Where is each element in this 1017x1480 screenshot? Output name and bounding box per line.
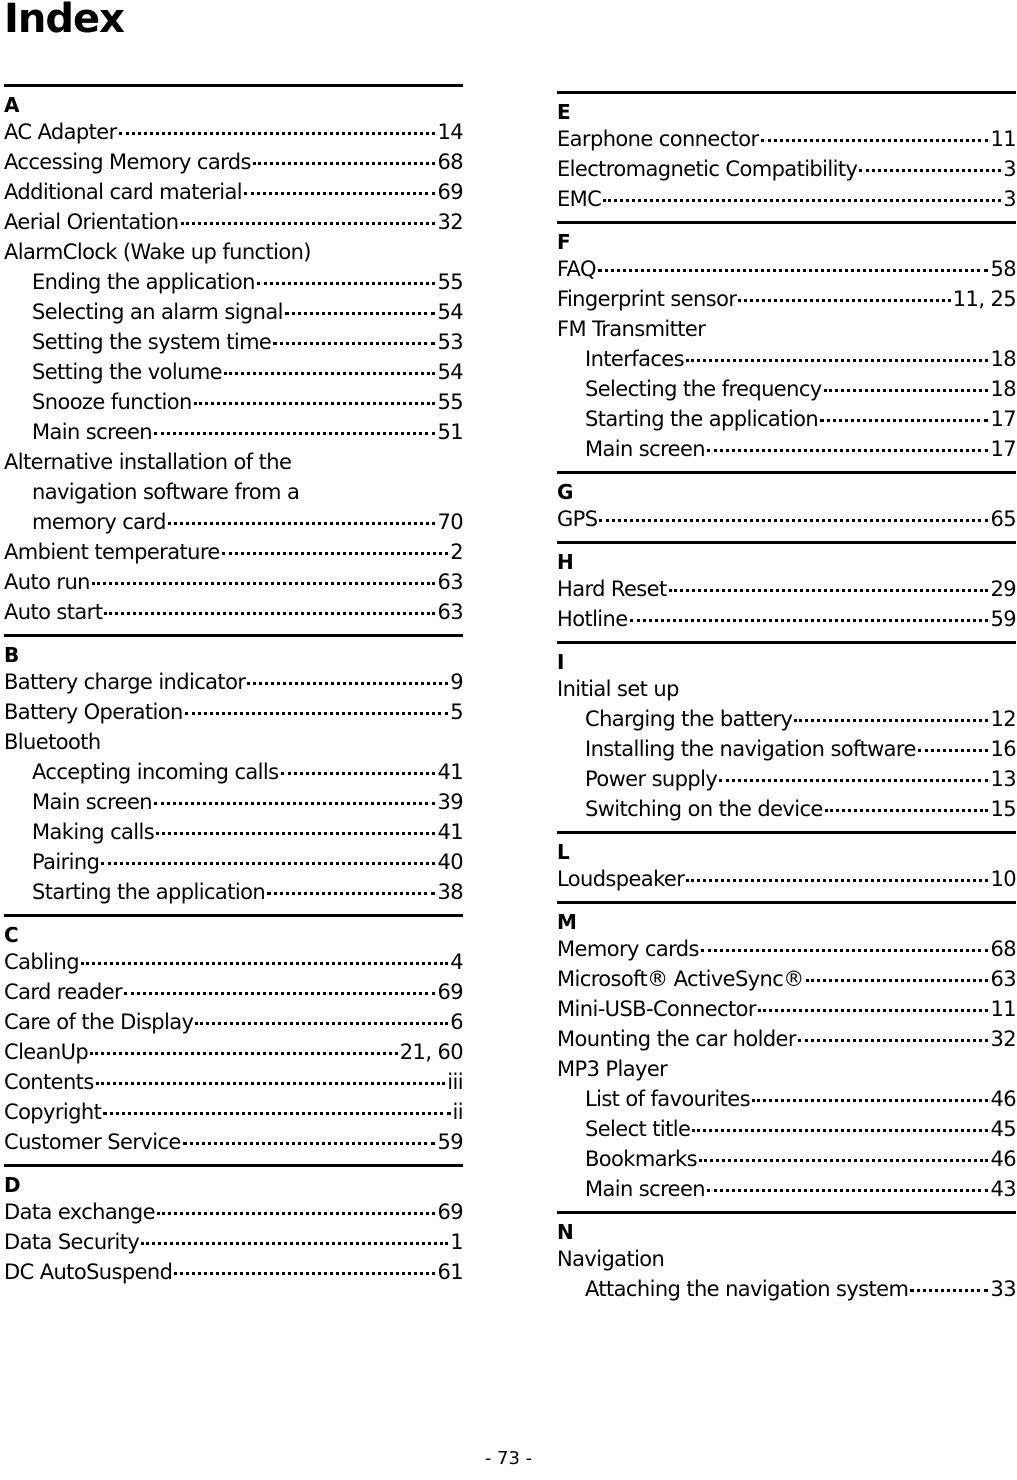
entry-term: Pairing — [32, 850, 100, 874]
entry-page: 63 — [437, 570, 463, 594]
index-entry — [4, 567, 463, 597]
entry-term: Contents — [4, 1070, 94, 1094]
entry-term: Installing the navigation software — [585, 737, 916, 761]
entry-page: 13 — [990, 767, 1016, 791]
entry-term: GPS — [557, 507, 598, 531]
entry-page: 51 — [437, 420, 463, 444]
dot-leader — [195, 1022, 448, 1025]
entry-term: AlarmClock (Wake up function) — [4, 240, 311, 264]
dot-leader — [273, 342, 435, 345]
entry-page: 55 — [437, 390, 463, 414]
index-subentry — [4, 327, 463, 357]
dot-leader — [707, 1189, 988, 1192]
dot-leader — [630, 619, 989, 622]
dot-leader — [686, 879, 988, 882]
entry-term: memory card — [32, 510, 166, 534]
entry-term: Starting the application — [32, 880, 266, 904]
index-entry — [557, 254, 1016, 284]
dot-leader — [285, 312, 436, 315]
entry-page: 29 — [990, 577, 1016, 601]
entry-page: 68 — [990, 937, 1016, 961]
entry-page: 38 — [437, 880, 463, 904]
entry-term: Initial set up — [557, 677, 679, 701]
entry-page: 12 — [990, 707, 1016, 731]
entry-term: MP3 Player — [557, 1057, 668, 1081]
section-letter: F — [557, 230, 571, 254]
dot-leader — [174, 1272, 435, 1275]
entry-page: 70 — [437, 510, 463, 534]
index-subentry — [4, 817, 463, 847]
entry-term: Making calls — [32, 820, 155, 844]
index-subentry — [557, 1174, 1016, 1204]
entry-term: Aerial Orientation — [4, 210, 179, 234]
dot-leader — [157, 1212, 436, 1215]
section-letter: D — [4, 1173, 21, 1197]
entry-page: 3 — [1003, 157, 1016, 181]
index-entry — [4, 977, 463, 1007]
entry-page: 41 — [437, 760, 463, 784]
entry-term: CleanUp — [4, 1040, 89, 1064]
entry-term: FAQ — [557, 257, 596, 281]
index-entry — [4, 947, 463, 977]
index-entry — [557, 124, 1016, 154]
index-section-l — [557, 831, 1016, 894]
index-entry — [4, 1097, 463, 1127]
index-subentry — [4, 387, 463, 417]
dot-leader — [761, 139, 989, 142]
index-entry — [557, 504, 1016, 534]
page-title: Index — [4, 0, 124, 42]
entry-page: ii — [452, 1100, 463, 1124]
entry-term: Setting the system time — [32, 330, 272, 354]
entry-term: Main screen — [585, 1177, 706, 1201]
dot-leader — [168, 522, 436, 525]
entry-term: FM Transmitter — [557, 317, 706, 341]
entry-page: 54 — [437, 360, 463, 384]
entry-page: 32 — [990, 1027, 1016, 1051]
dot-leader — [806, 979, 989, 982]
index-entry — [4, 1227, 463, 1257]
section-letter: E — [557, 100, 571, 124]
dot-leader — [224, 372, 435, 375]
entry-term: Mini-USB-Connector — [557, 997, 756, 1021]
entry-page: 9 — [450, 670, 463, 694]
entry-term: Switching on the device — [585, 797, 823, 821]
section-letter: L — [557, 840, 570, 864]
entry-term: Cabling — [4, 950, 79, 974]
index-subentry — [557, 404, 1016, 434]
section-letter: B — [4, 643, 20, 667]
entry-page: 18 — [990, 347, 1016, 371]
index-section-f — [557, 221, 1016, 464]
index-subentry — [557, 1274, 1016, 1304]
index-entry — [4, 727, 463, 757]
dot-leader — [669, 589, 989, 592]
index-entry — [4, 447, 463, 477]
index-subentry — [557, 374, 1016, 404]
entry-page: 46 — [990, 1087, 1016, 1111]
entry-page: 65 — [990, 507, 1016, 531]
dot-leader — [859, 169, 1001, 172]
entry-page: 53 — [437, 330, 463, 354]
index-entry — [557, 574, 1016, 604]
index-subentry — [4, 477, 463, 507]
entry-page: 41 — [437, 820, 463, 844]
index-section-c — [4, 914, 463, 1157]
entry-term: Card reader — [4, 980, 123, 1004]
entry-term: Selecting an alarm signal — [32, 300, 283, 324]
dot-leader — [194, 402, 436, 405]
dot-leader — [281, 772, 436, 775]
dot-leader — [752, 1099, 989, 1102]
dot-leader — [185, 712, 449, 715]
index-section-a — [4, 84, 463, 627]
index-subentry — [557, 794, 1016, 824]
entry-page: 59 — [990, 607, 1016, 631]
dot-leader — [699, 1159, 989, 1162]
entry-page: 11, 25 — [952, 287, 1016, 311]
entry-term: Copyright — [4, 1100, 102, 1124]
index-entry — [557, 674, 1016, 704]
entry-page: 5 — [450, 700, 463, 724]
entry-page: 33 — [990, 1277, 1016, 1301]
index-section-d — [4, 1164, 463, 1287]
index-entry — [557, 284, 1016, 314]
section-letter: G — [557, 480, 574, 504]
index-entry — [4, 537, 463, 567]
index-subentry — [557, 704, 1016, 734]
entry-page: 11 — [990, 127, 1016, 151]
dot-leader — [156, 832, 435, 835]
entry-page: 6 — [450, 1010, 463, 1034]
index-entry — [557, 1244, 1016, 1274]
index-entry — [4, 237, 463, 267]
index-subentry — [4, 757, 463, 787]
section-letter: H — [557, 550, 574, 574]
entry-term: DC AutoSuspend — [4, 1260, 173, 1284]
section-letter: N — [557, 1220, 574, 1244]
index-entry — [4, 207, 463, 237]
entry-term: Data exchange — [4, 1200, 155, 1224]
dot-leader — [910, 1289, 988, 1292]
entry-term: Main screen — [32, 420, 153, 444]
entry-term: Earphone connector — [557, 127, 759, 151]
entry-page: 4 — [450, 950, 463, 974]
entry-page: 40 — [437, 850, 463, 874]
index-subentry — [557, 344, 1016, 374]
entry-term: Accepting incoming calls — [32, 760, 279, 784]
entry-term: Customer Service — [4, 1130, 181, 1154]
index-section-e — [557, 91, 1016, 214]
index-entry — [557, 864, 1016, 894]
dot-leader — [798, 1039, 989, 1042]
entry-term: Charging the battery — [585, 707, 793, 731]
entry-page: 61 — [437, 1260, 463, 1284]
dot-leader — [701, 949, 989, 952]
entry-page: 10 — [990, 867, 1016, 891]
index-entry — [4, 1197, 463, 1227]
entry-term: Navigation — [557, 1247, 665, 1271]
entry-page: 16 — [990, 737, 1016, 761]
index-entry — [557, 314, 1016, 344]
entry-term: Hard Reset — [557, 577, 667, 601]
section-letter: C — [4, 923, 19, 947]
index-section-h — [557, 541, 1016, 634]
entry-term: Selecting the frequency — [585, 377, 822, 401]
entry-page: 11 — [990, 997, 1016, 1021]
entry-term: Battery charge indicator — [4, 670, 246, 694]
entry-term: navigation software from a — [32, 480, 300, 504]
dot-leader — [96, 1082, 446, 1085]
index-section-n — [557, 1211, 1016, 1304]
dot-leader — [222, 552, 449, 555]
index-entry — [4, 1007, 463, 1037]
entry-term: Main screen — [585, 437, 706, 461]
entry-page: iii — [447, 1070, 463, 1094]
entry-term: Accessing Memory cards — [4, 150, 251, 174]
entry-term: AC Adapter — [4, 120, 117, 144]
dot-leader — [103, 1112, 450, 1115]
dot-leader — [104, 612, 435, 615]
dot-leader — [758, 1009, 989, 1012]
index-subentry — [4, 417, 463, 447]
page-number: - 73 - — [484, 1448, 533, 1469]
entry-term: Attaching the navigation system — [585, 1277, 909, 1301]
dot-leader — [738, 299, 950, 302]
index-entry — [4, 667, 463, 697]
entry-page: 63 — [990, 967, 1016, 991]
entry-page: 69 — [437, 180, 463, 204]
entry-term: List of favourites — [585, 1087, 750, 1111]
entry-term: Starting the application — [585, 407, 819, 431]
section-letter: M — [557, 910, 577, 934]
dot-leader — [181, 222, 436, 225]
index-entry — [4, 697, 463, 727]
dot-leader — [719, 779, 988, 782]
index-column-right — [557, 91, 1016, 1311]
dot-leader — [599, 519, 988, 522]
dot-leader — [183, 1142, 436, 1145]
index-entry — [4, 1127, 463, 1157]
dot-leader — [603, 199, 1001, 202]
entry-term: Alternative installation of the — [4, 450, 292, 474]
entry-page: 63 — [437, 600, 463, 624]
dot-leader — [824, 389, 989, 392]
entry-page: 17 — [990, 437, 1016, 461]
entry-page: 59 — [437, 1130, 463, 1154]
index-subentry — [4, 877, 463, 907]
entry-term: Ending the application — [32, 270, 255, 294]
index-subentry — [4, 787, 463, 817]
index-entry — [557, 1024, 1016, 1054]
dot-leader — [692, 1129, 988, 1132]
entry-page: 46 — [990, 1147, 1016, 1171]
dot-leader — [101, 862, 435, 865]
dot-leader — [244, 192, 435, 195]
dot-leader — [154, 802, 435, 805]
entry-page: 1 — [450, 1230, 463, 1254]
index-entry — [557, 994, 1016, 1024]
index-subentry — [557, 764, 1016, 794]
index-subentry — [557, 1144, 1016, 1174]
entry-term: Main screen — [32, 790, 153, 814]
entry-page: 14 — [437, 120, 463, 144]
entry-term: Additional card material — [4, 180, 243, 204]
index-entry — [557, 184, 1016, 214]
dot-leader — [253, 162, 436, 165]
entry-term: Fingerprint sensor — [557, 287, 737, 311]
index-entry — [557, 934, 1016, 964]
dot-leader — [90, 1052, 398, 1055]
index-column-left — [4, 84, 463, 1294]
dot-leader — [825, 809, 989, 812]
entry-page: 69 — [437, 1200, 463, 1224]
index-entry — [4, 1257, 463, 1287]
entry-page: 68 — [437, 150, 463, 174]
entry-page: 17 — [990, 407, 1016, 431]
dot-leader — [598, 269, 989, 272]
entry-page: 43 — [990, 1177, 1016, 1201]
entry-page: 21, 60 — [399, 1040, 463, 1064]
index-subentry — [557, 1084, 1016, 1114]
index-subentry — [4, 507, 463, 537]
index-subentry — [557, 1114, 1016, 1144]
entry-term: Electromagnetic Compatibility — [557, 157, 858, 181]
index-entry — [557, 964, 1016, 994]
index-entry — [4, 1037, 463, 1067]
index-entry — [557, 1054, 1016, 1084]
entry-page: 18 — [990, 377, 1016, 401]
entry-page: 58 — [990, 257, 1016, 281]
entry-page: 55 — [437, 270, 463, 294]
dot-leader — [918, 749, 989, 752]
index-entry — [4, 117, 463, 147]
index-subentry — [4, 357, 463, 387]
dot-leader — [707, 449, 988, 452]
dot-leader — [247, 682, 448, 685]
entry-term: Snooze function — [32, 390, 192, 414]
index-entry — [4, 1067, 463, 1097]
entry-term: Select title — [585, 1117, 691, 1141]
entry-page: 2 — [450, 540, 463, 564]
index-entry — [4, 177, 463, 207]
index-entry — [4, 147, 463, 177]
entry-term: Mounting the car holder — [557, 1027, 796, 1051]
entry-term: Interfaces — [585, 347, 684, 371]
index-subentry — [557, 734, 1016, 764]
index-section-m — [557, 901, 1016, 1204]
dot-leader — [267, 892, 435, 895]
entry-term: Data Security — [4, 1230, 140, 1254]
index-section-i — [557, 641, 1016, 824]
dot-leader — [119, 132, 436, 135]
dot-leader — [686, 359, 989, 362]
section-letter: A — [4, 93, 20, 117]
entry-term: Hotline — [557, 607, 628, 631]
entry-page: 54 — [437, 300, 463, 324]
dot-leader — [92, 582, 436, 585]
entry-term: Auto start — [4, 600, 103, 624]
index-entry — [557, 154, 1016, 184]
index-subentry — [557, 434, 1016, 464]
index-subentry — [4, 297, 463, 327]
entry-page: 45 — [990, 1117, 1016, 1141]
entry-page: 69 — [437, 980, 463, 1004]
entry-page: 39 — [437, 790, 463, 814]
dot-leader — [257, 282, 436, 285]
entry-term: Microsoft® ActiveSync® — [557, 967, 804, 991]
entry-term: Loudspeaker — [557, 867, 685, 891]
entry-term: Power supply — [585, 767, 718, 791]
dot-leader — [794, 719, 988, 722]
index-section-g — [557, 471, 1016, 534]
dot-leader — [141, 1242, 448, 1245]
index-entry — [557, 604, 1016, 634]
index-entry — [4, 597, 463, 627]
entry-page: 15 — [990, 797, 1016, 821]
index-subentry — [4, 847, 463, 877]
entry-term: Care of the Display — [4, 1010, 194, 1034]
dot-leader — [154, 432, 435, 435]
entry-term: Setting the volume — [32, 360, 223, 384]
entry-term: Battery Operation — [4, 700, 183, 724]
entry-term: Auto run — [4, 570, 90, 594]
entry-page: 3 — [1003, 187, 1016, 211]
entry-term: EMC — [557, 187, 602, 211]
entry-term: Bookmarks — [585, 1147, 697, 1171]
entry-term: Memory cards — [557, 937, 699, 961]
dot-leader — [81, 962, 448, 965]
entry-term: Bluetooth — [4, 730, 101, 754]
dot-leader — [820, 419, 988, 422]
entry-term: Ambient temperature — [4, 540, 220, 564]
index-section-b — [4, 634, 463, 907]
entry-page: 32 — [437, 210, 463, 234]
section-letter: I — [557, 650, 565, 674]
index-subentry — [4, 267, 463, 297]
dot-leader — [124, 992, 435, 995]
